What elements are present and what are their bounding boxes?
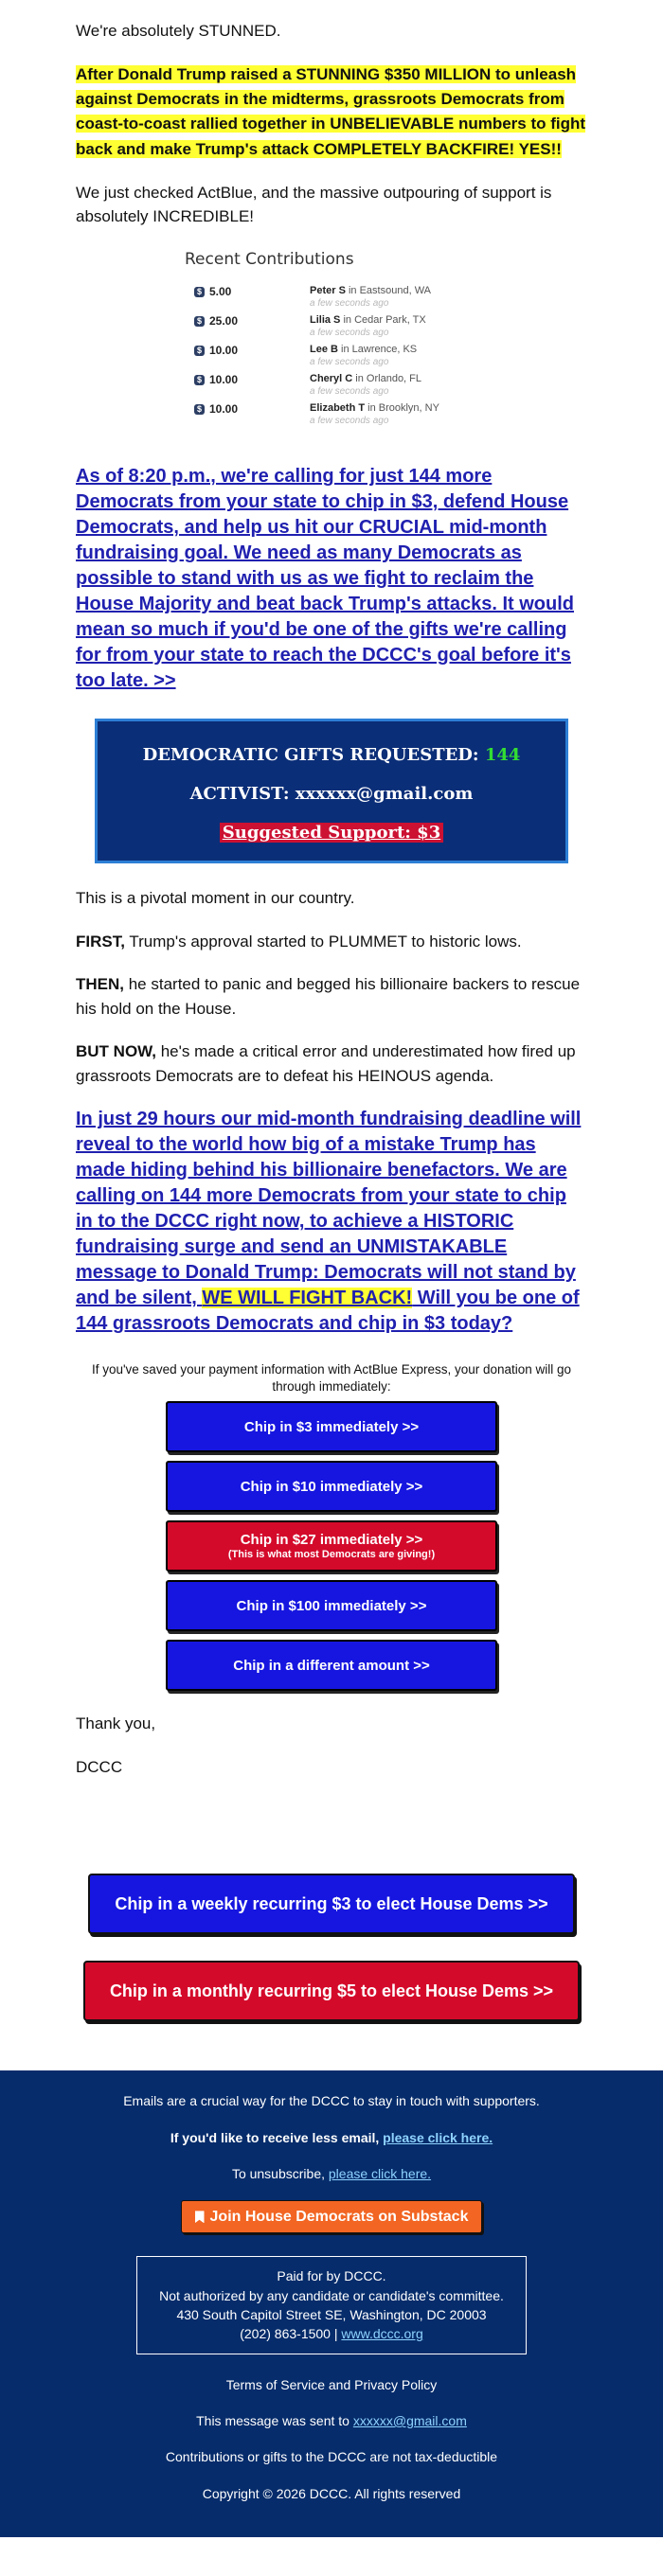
contributor-location: in Lawrence, KS [337,344,418,356]
chip-other-amount-button[interactable]: Chip in a different amount >> [166,1640,497,1691]
suggested-support[interactable]: Suggested Support: $3 [220,823,443,843]
deadline-call-link[interactable]: In just 29 hours our mid-month fundraising deadline will reveal to the world how big of a mistake Trump has made hiding behind his billionaire benefactors. We are calling on 144 more Democrats from your state to chip in to the DCCC right now, to achieve a HISTORIC fundraising surge and send an UNMISTAKABLE message to Donald Trump: Democrats will not stand by and be silent, WE WILL FIGHT BACK! Will you be one of 144 grassroots Democrats and chip in $3 today? [76,1109,582,1335]
contributor-location: in Orlando, FL [352,373,422,385]
contribution-row [185,344,478,373]
pivotal-line: This is a pivotal moment in our country. [76,889,355,908]
dollar-icon: $ [194,316,205,327]
contributor-name: Lilia S [310,314,341,327]
monthly-recurring-button[interactable]: Chip in a monthly recurring $5 to elect House Dems >> [83,1961,580,2021]
activist-email: xxxxxx@gmail.com [295,784,474,805]
chip-100-button[interactable]: Chip in $100 immediately >> [166,1580,497,1631]
footer [0,2070,663,2536]
less-email-line: If you'd like to receive less email, please click here. [170,2129,493,2145]
bookmark-icon [195,2211,205,2223]
contribution-time: a few seconds ago [310,416,389,427]
contributor-location: in Brooklyn, NY [365,402,439,415]
contribution-amount: 10.00 [209,402,239,417]
headline-highlight: After Donald Trump raised a STUNNING $350 MILLION to unleash against Democrats in the midterms, grassroots Democrats from coast-to-coast rallied together in UNBELIEVABLE numbers to fight back and make Trump's attack COMPLETELY BACKFIRE! YES!! [76,64,586,158]
dollar-icon: $ [194,375,205,385]
contribution-row [185,285,478,314]
paid-for-box: Paid for by DCCC. Not authorized by any candidate or candidate's committee. 430 South Capitol Street SE, Washington, DC 20003 (202) 863-1500 | www.dccc.org [136,2256,527,2354]
less-email-link[interactable]: please click here. [383,2129,493,2145]
copyright: Copyright © 2026 DCCC. All rights reserved [202,2485,461,2501]
recent-contributions-title: Recent Contributions [185,249,354,269]
contributor-name: Elizabeth T [310,402,366,415]
tax-note: Contributions or gifts to the DCCC are not tax-deductible [165,2449,498,2465]
then-paragraph: THEN, he started to panic and begged his billionaire backers to rescue his hold on the House. [76,975,581,1018]
contributor-name: Lee B [310,344,338,356]
stunned-line: We're absolutely STUNNED. [76,22,281,40]
contributor-name: Peter S [310,285,346,297]
terms-link[interactable]: Terms of Service and Privacy Policy [225,2376,438,2392]
thank-you: Thank you, [76,1714,156,1733]
contributor-name: Cheryl C [310,373,353,385]
actblue-express-note: If you've saved your payment information with ActBlue Express, your donation will go through immediately: [91,1362,572,1395]
fight-back-highlight: WE WILL FIGHT BACK! [202,1288,413,1309]
chip-10-button[interactable]: Chip in $10 immediately >> [166,1461,497,1512]
contribution-row [185,402,478,432]
contribution-row [185,314,478,344]
website-link[interactable]: www.dccc.org [341,2326,423,2342]
contribution-amount: 25.00 [209,314,239,329]
call-to-action-link[interactable]: As of 8:20 p.m., we're calling for just 144 more Democrats from your state to chip in $3, defend House Democrats, and help us hit our CRUCIAL mid-month fundraising goal. We need as many Democrats as possible to stand with us as we fight to reclaim the House Majority and beat back Trump's attacks. It would mean so much if you'd be one of the gifts we're calling for from your state to reach the DCCC's goal before it's too late. >> [76,466,574,692]
dollar-icon: $ [194,404,205,415]
gifts-requested-label: DEMOCRATIC GIFTS REQUESTED: [142,745,479,766]
activist-label: ACTIVIST: [189,784,290,805]
gifts-requested-count: 144 [484,745,521,766]
unsubscribe-line: To unsubscribe, please click here. [231,2165,432,2181]
contribution-amount: 5.00 [209,285,232,299]
signature: DCCC [76,1757,123,1776]
now-paragraph: BUT NOW, he's made a critical error and underestimated how fired up grassroots Democrats are to defeat his HEINOUS agenda. [76,1042,576,1085]
contribution-amount: 10.00 [209,373,239,387]
actblue-check-line: We just checked ActBlue, and the massive outpouring of support is absolutely INCREDIBLE! [76,183,552,226]
recipient-email[interactable]: xxxxxx@gmail.com [352,2412,467,2428]
contribution-time: a few seconds ago [310,386,389,398]
contribution-row [185,373,478,402]
contribution-time: a few seconds ago [310,298,389,310]
contribution-amount: 10.00 [209,344,239,358]
dollar-icon: $ [194,346,205,356]
dollar-icon: $ [194,287,205,297]
footer-crucial: Emails are a crucial way for the DCCC to stay in touch with supporters. [123,2093,540,2109]
chip-3-button[interactable]: Chip in $3 immediately >> [166,1401,497,1452]
contributor-location: in Eastsound, WA [345,285,432,297]
recent-contributions-widget [185,248,478,433]
chip-27-button[interactable]: Chip in $27 immediately >> (This is what most Democrats are giving!) [166,1520,497,1572]
unsubscribe-link[interactable]: please click here. [328,2165,432,2181]
weekly-recurring-button[interactable]: Chip in a weekly recurring $3 to elect House Dems >> [88,1874,575,1934]
gift-request-box[interactable] [95,719,568,863]
substack-button[interactable]: Join House Democrats on Substack [181,2200,483,2233]
contribution-time: a few seconds ago [310,357,389,368]
sent-to-line: This message was sent to xxxxxx@gmail.com [196,2412,467,2428]
contributor-location: in Cedar Park, TX [340,314,426,327]
contribution-time: a few seconds ago [310,328,389,339]
headline-paragraph [76,62,587,162]
chip-in-buttons [76,1401,587,1691]
first-paragraph: FIRST, Trump's approval started to PLUMMET to historic lows. [76,932,522,950]
